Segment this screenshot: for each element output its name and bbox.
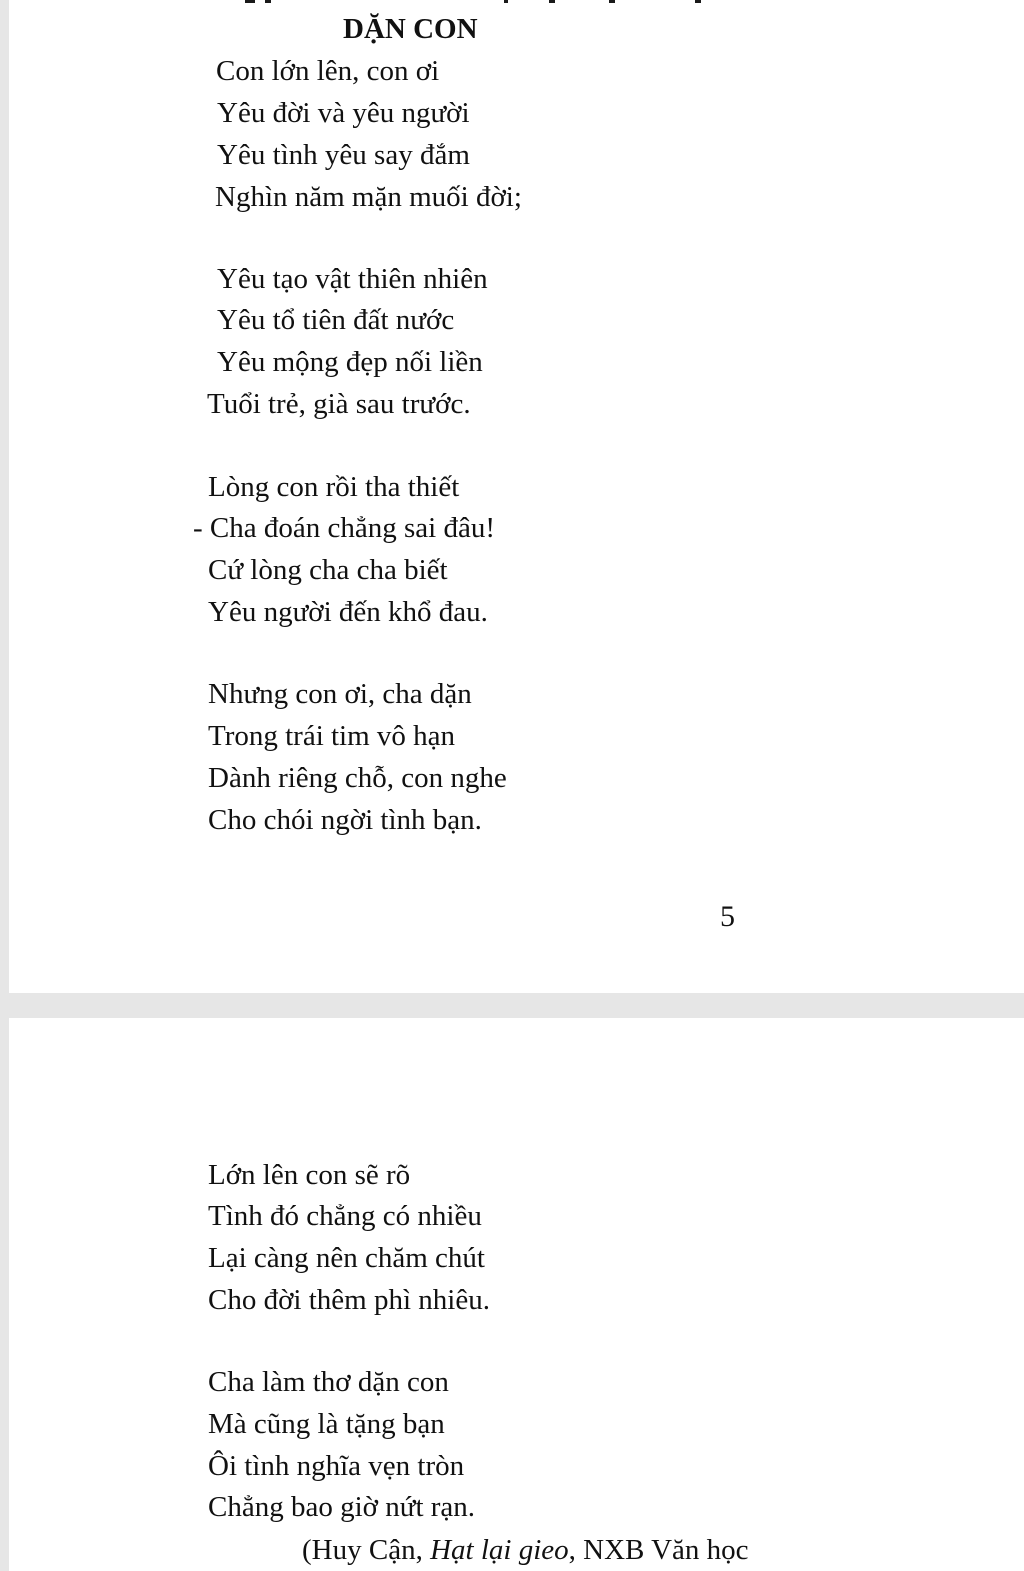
- poem-line: Yêu tạo vật thiên nhiên: [217, 263, 488, 295]
- poem-title: DẶN CON: [343, 13, 478, 45]
- poem-line: Dành riêng chỗ, con nghe: [208, 762, 507, 794]
- poem-line: Nhưng con ơi, cha dặn: [208, 678, 472, 710]
- poem-line: Lại càng nên chăm chút: [208, 1242, 485, 1274]
- cropped-text-fragment: [504, 0, 508, 3]
- poem-line: Con lớn lên, con ơi: [216, 55, 440, 87]
- poem-line: Tuổi trẻ, già sau trước.: [207, 388, 471, 420]
- cropped-text-fragment: [609, 0, 615, 3]
- citation-suffix: , NXB Văn học: [568, 1534, 749, 1566]
- cropped-text-fragment: [695, 0, 701, 3]
- poem-line: Lòng con rồi tha thiết: [208, 471, 460, 503]
- poem-line: - Cha đoán chẳng sai đâu!: [193, 512, 495, 544]
- poem-line: Nghìn năm mặn muối đời;: [215, 181, 522, 213]
- poem-line: Chẳng bao giờ nứt rạn.: [208, 1491, 476, 1523]
- poem-line: Yêu người đến khổ đau.: [208, 596, 488, 628]
- cropped-text-fragment: [245, 0, 255, 3]
- poem-line: Lớn lên con sẽ rõ: [208, 1159, 411, 1191]
- document-page-2: [9, 1018, 1024, 1571]
- poem-line: Cho đời thêm phì nhiêu.: [208, 1284, 490, 1316]
- poem-line: Ôi tình nghĩa vẹn tròn: [208, 1450, 465, 1482]
- citation: [302, 1533, 749, 1567]
- citation-prefix: (Huy Cận,: [302, 1534, 431, 1566]
- page-number: 5: [720, 900, 735, 933]
- poem-line: Tình đó chẳng có nhiều: [208, 1200, 482, 1232]
- poem-line: Trong trái tim vô hạn: [208, 720, 456, 752]
- cropped-text-fragment: [549, 0, 555, 3]
- poem-line: Mà cũng là tặng bạn: [208, 1408, 445, 1440]
- poem-line: Yêu tổ tiên đất nước: [217, 304, 455, 336]
- citation-book-title: Hạt lại gieo: [430, 1534, 569, 1566]
- document-page-1: [9, 0, 1024, 993]
- poem-line: Yêu tình yêu say đắm: [217, 139, 470, 171]
- poem-line: Cứ lòng cha cha biết: [208, 554, 448, 586]
- poem-line: Yêu đời và yêu người: [217, 97, 470, 129]
- cropped-text-fragment: [265, 0, 271, 3]
- poem-line: Cha làm thơ dặn con: [208, 1366, 449, 1398]
- poem-line: Cho chói ngời tình bạn.: [208, 804, 482, 836]
- poem-line: Yêu mộng đẹp nối liền: [217, 346, 483, 378]
